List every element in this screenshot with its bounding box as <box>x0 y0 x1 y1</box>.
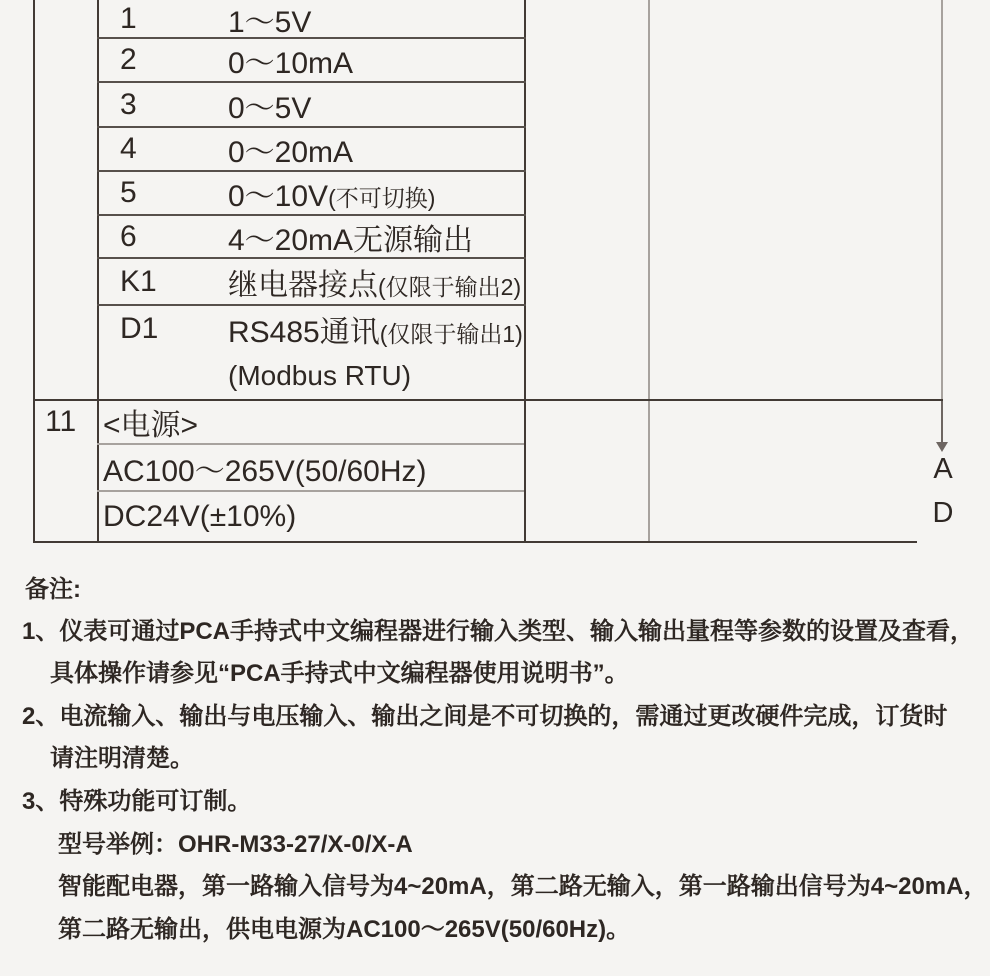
table-row-option-1 <box>97 0 524 37</box>
option-code: 2 <box>120 43 137 76</box>
leader-line <box>941 401 943 443</box>
table-row-option-k1 <box>97 259 524 304</box>
option-desc: 4～20mA无源输出 <box>228 223 474 257</box>
option-desc: 0～10V <box>228 180 329 213</box>
note-line-3: 3、特殊功能可订制。 <box>22 788 252 815</box>
note-line-1a: 1、仪表可通过PCA手持式中文编程器进行输入类型、输入输出量程等参数的设置及查看， <box>22 618 975 645</box>
option-note: (仅限于输出1) <box>379 321 523 347</box>
option-code: 1 <box>120 1 137 35</box>
table-border-col3 <box>648 0 650 543</box>
option-code: 6 <box>120 219 137 253</box>
option-code: D1 <box>120 312 159 345</box>
note-line-example-desc2: 第二路无输出，供电电源为AC100～265V(50/60Hz)。 <box>58 916 631 943</box>
notes-heading: 备注: <box>25 576 81 603</box>
option-note: (不可切换) <box>328 185 436 211</box>
option-code: 3 <box>120 87 137 121</box>
row-number-11: 11 <box>45 405 77 438</box>
option-note: (仅限于输出2) <box>378 273 522 300</box>
option-desc: 0～20mA <box>228 136 354 169</box>
code-marker-d: D <box>932 497 954 529</box>
table-border-left <box>33 0 35 543</box>
option-d1-line2: (Modbus RTU) <box>228 359 412 391</box>
arrow-down-icon <box>936 442 948 452</box>
note-line-2b: 请注明清楚。 <box>50 745 194 772</box>
table-row-option-3 <box>97 83 524 126</box>
table-row-option-2 <box>97 39 524 81</box>
note-line-example-desc1: 智能配电器，第一路输入信号为4~20mA，第二路无输入，第一路输出信号为4~20mA， <box>58 873 988 900</box>
power-option-dc: DC24V(±10%) <box>103 499 297 533</box>
option-desc: 0～5V <box>228 91 312 125</box>
note-line-2a: 2、电流输入、输出与电压输入、输出之间是不可切换的，需通过更改硬件完成，订货时 <box>22 703 948 730</box>
option-desc: 1～5V <box>228 5 312 39</box>
option-code: 4 <box>120 132 137 165</box>
code-marker-a: A <box>933 453 953 485</box>
table-row-option-6 <box>97 216 524 257</box>
option-code: 5 <box>120 176 137 209</box>
option-desc: 继电器接点 <box>228 268 378 302</box>
option-desc: 0～10mA <box>228 47 354 80</box>
option-desc: RS485通讯 <box>228 316 380 349</box>
table-row-option-4 <box>97 128 524 170</box>
note-line-1b: 具体操作请参见“PCA手持式中文编程器使用说明书”。 <box>50 660 629 687</box>
table-border-bottom <box>33 541 917 543</box>
power-option-ac: AC100～265V(50/60Hz) <box>103 454 427 488</box>
option-code: K1 <box>120 264 157 298</box>
table-border-right <box>941 0 943 401</box>
note-line-example-model: 型号举例：OHR-M33-27/X-0/X-A <box>58 831 413 858</box>
table-row-option-d1 <box>97 306 524 352</box>
table-row-option-5 <box>97 172 524 214</box>
power-header-cell: <电源> <box>103 409 199 442</box>
